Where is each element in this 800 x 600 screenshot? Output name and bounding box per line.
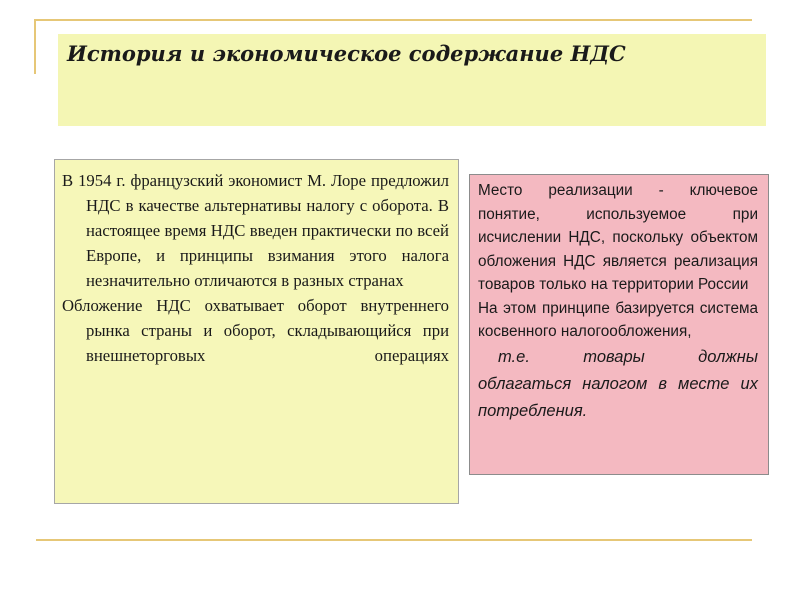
bottom-divider-line bbox=[36, 539, 752, 541]
top-divider-line bbox=[36, 19, 752, 21]
title-box bbox=[58, 34, 766, 126]
history-text-box bbox=[54, 159, 459, 504]
place-of-sale-paragraph: Место реализации - ключевое понятие, используемое при исчислении НДС, поскольку объектом обложения НДС является реализация товаров только на территории России bbox=[478, 182, 758, 293]
taxation-scope-paragraph: Обложение НДС охватывает оборот внутреннего рынка страны и оборот, складывающийся при внешнеторговых операциях bbox=[62, 296, 449, 365]
history-paragraph: В 1954 г. французский экономист М. Лоре предложил НДС в качестве альтернативы налогу с оборота. В настоящее время НДС введен практически по всей Европе, и принципы взимания этого налога незначительно отличаются в разных странах bbox=[62, 171, 449, 290]
left-divider-line bbox=[34, 19, 36, 74]
principle-paragraph: На этом принципе базируется система косвенного налогообложения, bbox=[478, 299, 758, 340]
place-of-sale-box bbox=[469, 174, 769, 475]
consumption-emphasis-text: т.е. товары должны облагаться налогом в месте их потребления. bbox=[478, 347, 758, 420]
slide-title: История и экономическое содержание НДС bbox=[67, 41, 626, 66]
